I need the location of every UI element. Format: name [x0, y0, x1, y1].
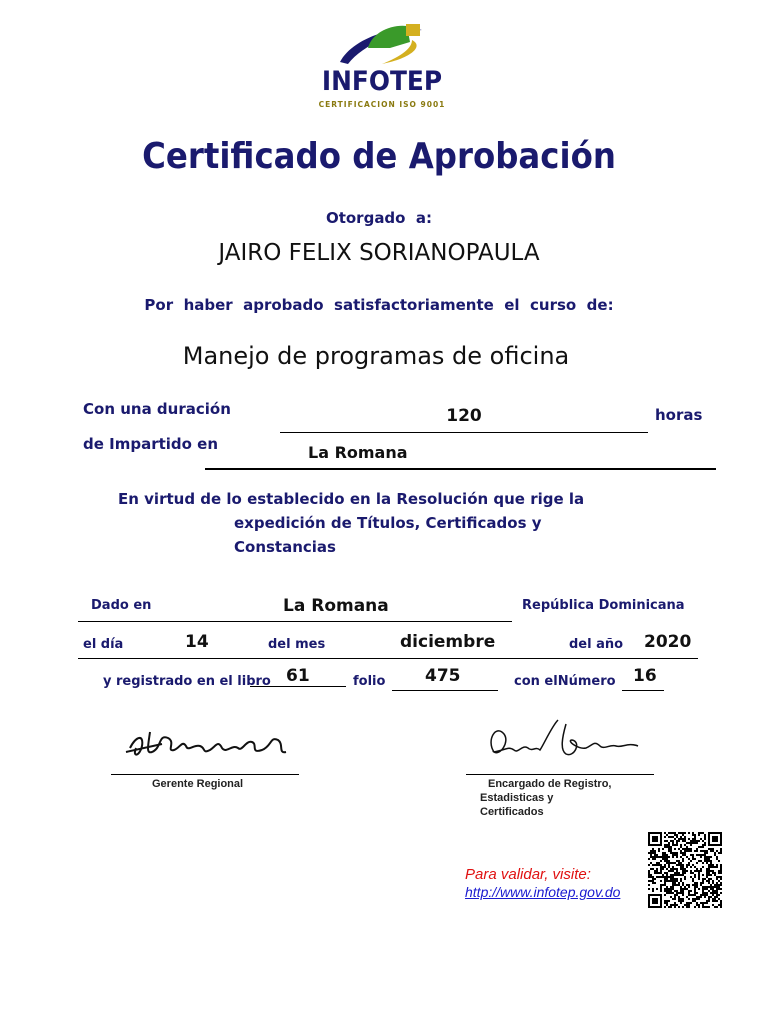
right-signature-line	[466, 774, 654, 775]
number-label: con elNúmero	[514, 674, 616, 689]
year-label: del año	[569, 637, 624, 652]
location-value: La Romana	[308, 443, 408, 462]
duration-unit: horas	[655, 406, 703, 424]
number-value: 16	[633, 666, 657, 686]
granted-label: Otorgado a:	[325, 209, 433, 227]
folio-label: folio	[353, 674, 386, 689]
duration-value: 120	[446, 406, 482, 426]
duration-line	[280, 432, 648, 433]
book-value: 61	[286, 666, 310, 686]
validate-link[interactable]: http://www.infotep.gov.do	[465, 884, 621, 900]
given-line	[78, 621, 512, 622]
resolution-line-2: expedición de Títulos, Certificados y	[234, 514, 542, 532]
resolution-line-1: En virtud de lo establecido en la Resolución que rige la	[118, 490, 585, 508]
left-signature	[122, 718, 292, 768]
left-signature-role: Gerente Regional	[152, 778, 244, 790]
day-value: 14	[185, 632, 209, 652]
location-label: de Impartido en	[83, 435, 219, 453]
certificate-title: Certificado de Aprobación	[142, 136, 616, 177]
given-value: La Romana	[283, 596, 389, 616]
logo-subtitle: CERTIFICACION ISO 9001	[318, 100, 446, 109]
location-line	[205, 468, 716, 470]
validate-text: Para validar, visite:	[465, 866, 591, 883]
month-label: del mes	[268, 637, 326, 652]
given-label: Dado en	[91, 598, 152, 613]
country-label: República Dominicana	[522, 598, 685, 613]
right-signature	[482, 716, 642, 766]
year-value: 2020	[644, 632, 692, 652]
approved-label: Por haber aprobado satisfactoriamente el curso de:	[144, 296, 614, 314]
logo-wordmark: INFOTEP	[321, 66, 443, 97]
duration-label: Con una duración	[83, 400, 231, 418]
resolution-text	[118, 487, 584, 559]
date-line	[78, 658, 698, 659]
book-line	[250, 686, 346, 687]
course-name: Manejo de programas de oficina	[182, 342, 570, 370]
left-signature-line	[111, 774, 299, 775]
day-label: el día	[83, 637, 124, 652]
qr-code-icon	[648, 832, 722, 908]
right-signature-role: Encargado de Registro, Estadisticas y Certificados	[480, 778, 612, 818]
book-label: y registrado en el libro	[103, 674, 271, 689]
resolution-line-3: Constancias	[234, 538, 336, 556]
number-line	[622, 690, 664, 691]
folio-line	[392, 690, 498, 691]
recipient-name: JAIRO FELIX SORIANOPAULA	[218, 240, 540, 266]
folio-value: 475	[425, 666, 461, 686]
month-value: diciembre	[400, 632, 496, 652]
